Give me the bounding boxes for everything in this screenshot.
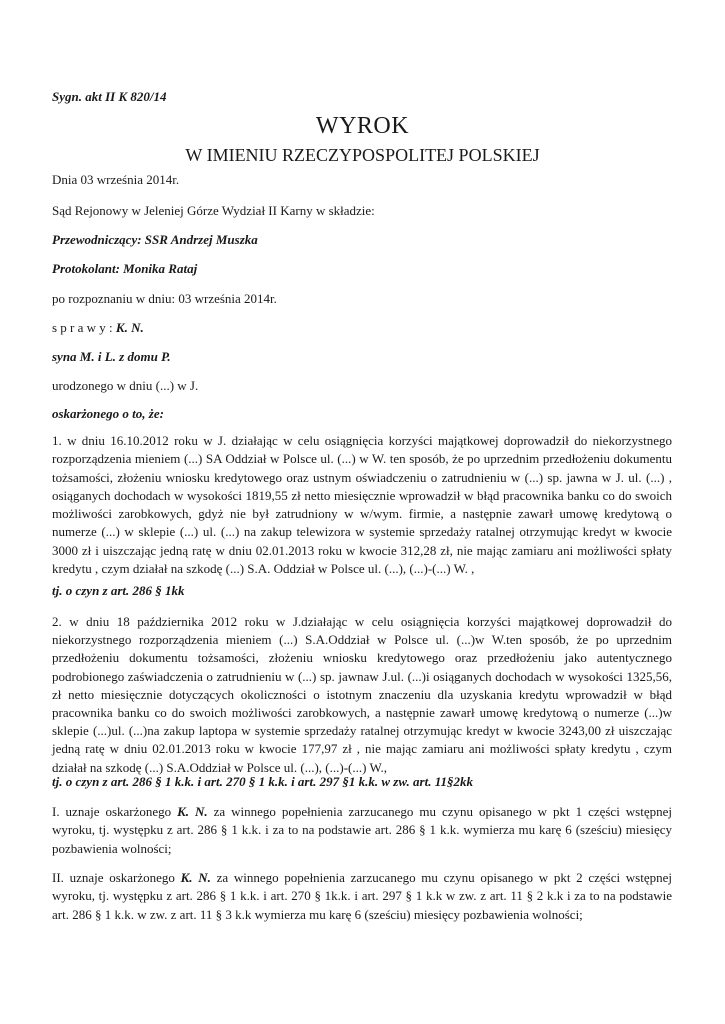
case-signature: Sygn. akt II K 820/14 (52, 89, 167, 104)
case-of-line (52, 320, 144, 336)
charge-1-paragraph: 1. w dniu 16.10.2012 roku w J. działając w celu osiągnięcia korzyści majątkowej doprowadził do niekorzystnego rozporządzenia mieniem (...) SA Oddział w Polsce ul. (...) w W. ten sposób, że po uprzednim przedłożeniu dokumentu tożsamości, złożeniu wniosku kredytowego oraz ustnym oświadczeniu o zatrudnieniu w (...) sp. jawna w J. ul. (...) , osiąganych dochodach w wysokości 1819,55 zł netto miesięcznie wprowadził w błąd pracownika banku co do swoich możliwości zarobkowych, gdyż nie był zatrudniony w w/wym. firmie, a następnie zawarł umowę kredytową o numerze (...) w sklepie (...) ul. (...) na zakup telewizora w systemie sprzedaży ratalnej otrzymując kredyt w kwocie 3000 zł i uiszczając jedną ratę w dniu 02.01.2013 roku w kwocie 312,28 zł, nie mając zamiaru ani możliwości spłaty kredytu , czym działał na szkodę (...) S.A. Oddział w Polsce ul. (...), (...)-(...) W. , (52, 433, 672, 577)
document-title: WYROK (315, 113, 410, 139)
court-line: Sąd Rejonowy w Jeleniej Górze Wydział II Karny w składzie: (52, 203, 375, 218)
court-reporter: Protokolant: Monika Rataj (52, 261, 198, 276)
birth-line: urodzonego w dniu (...) w J. (52, 378, 199, 393)
verdict-1-post: za winnego popełnienia zarzucanego mu czynu opisanego w pkt 1 części wstępnej wyroku, tj. występku z art. 286 § 1 k.k. i za to na podstawie art. 286 § 1 k.k. wymierza mu karę 6 (sześciu) miesięcy pozbawienia wolności; (52, 804, 672, 856)
case-of-label: s p r a w y : (52, 320, 116, 335)
verdict-2-name: K. N. (180, 870, 211, 885)
date-line: Dnia 03 września 2014r. (52, 172, 180, 187)
verdict-2-pre: II. uznaje oskarżonego (52, 870, 181, 885)
presiding-judge: Przewodniczący: SSR Andrzej Muszka (52, 232, 258, 247)
defendant-parents: syna M. i L. z domu P. (52, 349, 171, 364)
document-subtitle: W IMIENIU RZECZYPOSPOLITEJ POLSKIEJ (185, 145, 540, 165)
hearing-date-line: po rozpoznaniu w dniu: 03 września 2014r. (52, 291, 277, 306)
charge-1-legal-basis: tj. o czyn z art. 286 § 1kk (52, 583, 185, 598)
verdict-1-name: K. N. (177, 804, 208, 819)
verdict-2-post: za winnego popełnienia zarzucanego mu czynu opisanego w pkt 2 części wstępnej wyroku, tj. występku z art. 286 § 1 k.k. i art. 270 § 1k.k. i art. 297 § 1 k.k w zw. z art. 11 § 2 k.k i za to na podstawie art. 286 § 1 k.k. w zw. z art. 11 § 3 k.k wymierza mu karę 6 (sześciu) miesięcy pozbawienia wolności; (52, 870, 672, 922)
charge-2-paragraph: 2. w dniu 18 października 2012 roku w J.działając w celu osiągnięcia korzyści majątkowej doprowadził do niekorzystnego rozporządzenia mieniem (...) S.A.Oddział w Polsce ul. (...)w W.ten sposób, że po uprzednim przedłożeniu dokumentu tożsamości, złożeniu wniosku kredytowego oraz przedłożeniu jako autentycznego podrobionego zaświadczenia o zatrudnieniu w (...) sp. jawnaw J.ul. (...)i osiąganych dochodach w wysokości 1325,56, zł netto miesięcznie dotyczących okoliczności o istotnym znaczeniu dla uzyskania kredytu wprowadził w błąd pracownika banku co do swoich możliwości zarobkowych, a następnie zawarł umowę kredytową o numerze (...)w sklepie (...)ul. (...)na zakup laptopa w systemie sprzedaży ratalnej otrzymując kredyt w kwocie 3243,00 zł uiszczając jedną ratę w dniu 02.01.2013 roku w kwocie 177,97 zł , nie mając zamiaru ani możliwości spłaty kredytu , czym działał na szkodę (...) S.A.Oddział w Polsce ul. (...), (...)-(...) W., (52, 614, 672, 775)
defendant-name: K. N. (115, 320, 144, 335)
verdict-2-paragraph (52, 869, 672, 924)
verdict-1-pre: I. uznaje oskarżonego (52, 804, 178, 819)
charge-2-legal-basis: tj. o czyn z art. 286 § 1 k.k. i art. 270 § 1 k.k. i art. 297 §1 k.k. w zw. art. 11§2kk (52, 774, 473, 789)
verdict-1-paragraph (52, 803, 672, 858)
charge-header: oskarżonego o to, że: (52, 406, 164, 421)
